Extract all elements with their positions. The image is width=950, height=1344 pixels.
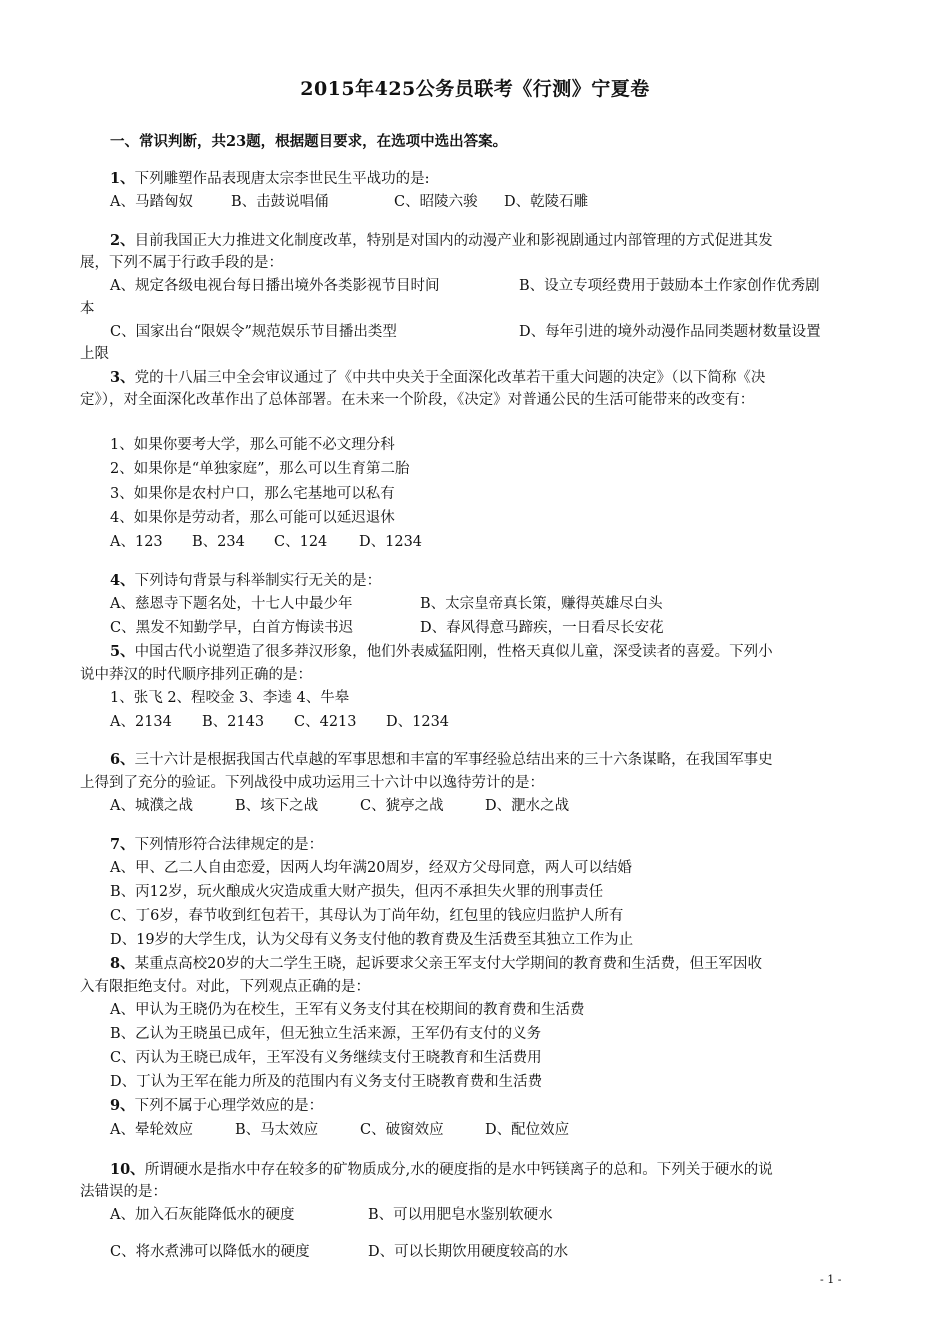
section-heading: 一、常识判断，共23题，根据题目要求，在选项中选出答案。 — [110, 133, 508, 150]
question-9-option-d: D、配位效应 — [485, 1122, 570, 1138]
question-9-option-b: B、马太效应 — [235, 1122, 319, 1138]
question-8-stem-cont: 入有限拒绝支付。对此，下列观点正确的是： — [80, 979, 370, 995]
question-6-option-a: A、城濮之战 — [110, 798, 193, 814]
question-6-option-b: B、垓下之战 — [235, 798, 319, 814]
question-5-option-a: A、2134 — [110, 714, 172, 730]
question-9-options — [110, 1120, 569, 1140]
question-3-option-d: D、1234 — [359, 534, 423, 550]
question-4-option-c: C、黑发不知勤学早，白首方悔读书迟 — [110, 620, 354, 636]
question-1-options — [110, 192, 588, 212]
question-7-option-c: C、丁6岁，春节收到红包若干，其母认为丁尚年幼，红包里的钱应归监护人所有 — [110, 908, 624, 924]
question-6-stem: 6、三十六计是根据我国古代卓越的军事思想和丰富的军事经验总结出来的三十六条谋略，在我国军事史 — [110, 751, 773, 768]
question-10-option-c: C、将水煮沸可以降低水的硬度 — [110, 1244, 310, 1260]
question-2-stem: 2、目前我国正大力推进文化制度改革，特别是对国内的动漫产业和影视剧通过内部管理的方式促进其发 — [110, 232, 773, 249]
question-10-option-b: B、可以用肥皂水鉴别软硬水 — [368, 1207, 553, 1223]
question-1-option-c: C、昭陵六骏 — [394, 194, 478, 210]
question-5-items: 1、张飞 2、程咬金 3、李逵 4、牛皋 — [110, 690, 350, 706]
question-5-option-b: B、2143 — [202, 714, 265, 730]
question-3-item-2: 2、如果你是“单独家庭”，那么可以生育第二胎 — [110, 461, 410, 477]
question-9-option-c: C、破窗效应 — [360, 1122, 444, 1138]
question-4-option-a: A、慈恩寺下题名处，十七人中最少年 — [110, 596, 353, 612]
question-5-option-c: C、4213 — [294, 714, 357, 730]
question-10-option-a: A、加入石灰能降低水的硬度 — [110, 1207, 295, 1223]
question-1-stem: 1、下列雕塑作品表现唐太宗李世民生平战功的是: — [110, 170, 430, 187]
question-3-stem: 3、党的十八届三中全会审议通过了《中共中央关于全面深化改革若干重大问题的决定》（以下简称《决 — [110, 369, 766, 386]
question-3-item-4: 4、如果你是劳动者，那么可能可以延迟退休 — [110, 510, 395, 526]
question-3-options — [110, 532, 422, 552]
question-4-option-b: B、太宗皇帝真长策，赚得英雄尽白头 — [420, 596, 663, 612]
question-2-stem-cont: 展，下列不属于行政手段的是： — [80, 255, 283, 271]
question-9-option-a: A、晕轮效应 — [110, 1122, 193, 1138]
question-7-option-a: A、甲、乙二人自由恋爱，因两人均年满20周岁，经双方父母同意，两人可以结婚 — [110, 860, 632, 876]
question-8-option-d: D、丁认为王军在能力所及的范围内有义务支付王晓教育费和生活费 — [110, 1074, 543, 1090]
page-title: 2015年425公务员联考《行测》宁夏卷 — [300, 78, 650, 100]
question-5-options — [110, 712, 449, 732]
question-1-option-b: B、击鼓说唱俑 — [231, 194, 329, 210]
question-3-item-3: 3、如果你是农村户口，那么宅基地可以私有 — [110, 486, 395, 502]
question-1-option-d: D、乾陵石雕 — [504, 194, 589, 210]
question-7-stem: 7、下列情形符合法律规定的是： — [110, 836, 324, 853]
question-1-option-a: A、马踏匈奴 — [110, 194, 193, 210]
question-8-stem: 8、某重点高校20岁的大二学生王晓，起诉要求父亲王军支付大学期间的教育费和生活费，但王军因收 — [110, 955, 763, 972]
question-2-option-a: A、规定各级电视台每日播出境外各类影视节目时间 — [110, 278, 440, 294]
question-9-stem: 9、下列不属于心理学效应的是： — [110, 1097, 324, 1114]
question-2-option-c: C、国家出台“限娱令”规范娱乐节目播出类型 — [110, 324, 397, 340]
question-5-stem: 5、中国古代小说塑造了很多莽汉形象，他们外表威猛阳刚，性格天真似儿童，深受读者的喜爱。下列小 — [110, 643, 773, 660]
question-7-option-b: B、丙12岁，玩火酿成火灾造成重大财产损失，但丙不承担失火罪的刑事责任 — [110, 884, 604, 900]
question-3-item-1: 1、如果你要考大学，那么可能不必文理分科 — [110, 437, 395, 453]
question-10-option-d: D、可以长期饮用硬度较高的水 — [368, 1244, 569, 1260]
page-number: - 1 - — [820, 1273, 842, 1286]
question-3-stem-cont: 定》），对全面深化改革作出了总体部署。在未来一个阶段，《决定》对普通公民的生活可能带来的改变有： — [80, 392, 755, 408]
question-2-option-b-cont: 本 — [80, 301, 95, 317]
question-8-option-a: A、甲认为王晓仍为在校生，王军有义务支付其在校期间的教育费和生活费 — [110, 1002, 585, 1018]
question-10-stem-cont: 法错误的是： — [80, 1184, 167, 1200]
question-10-stem: 10、所谓硬水是指水中存在较多的矿物质成分,水的硬度指的是水中钙镁离子的总和。下列关于硬水的说 — [110, 1161, 773, 1178]
question-2-option-b: B、设立专项经费用于鼓励本土作家创作优秀剧 — [519, 278, 820, 294]
question-4-option-d: D、春风得意马蹄疾，一日看尽长安花 — [420, 620, 664, 636]
question-2-option-d-cont: 上限 — [80, 346, 109, 362]
question-8-option-c: C、丙认为王晓已成年，王军没有义务继续支付王晓教育和生活费用 — [110, 1050, 542, 1066]
question-2-option-d: D、每年引进的境外动漫作品同类题材数量设置 — [519, 324, 821, 340]
question-5-option-d: D、1234 — [386, 714, 450, 730]
question-6-stem-cont: 上得到了充分的验证。下列战役中成功运用三十六计中以逸待劳计的是： — [80, 775, 544, 791]
question-7-option-d: D、19岁的大学生戊，认为父母有义务支付他的教育费及生活费至其独立工作为止 — [110, 932, 634, 948]
question-5-stem-cont: 说中莽汉的时代顺序排列正确的是： — [80, 667, 312, 683]
question-3-option-a: A、123 — [110, 534, 163, 550]
question-6-option-c: C、猇亭之战 — [360, 798, 444, 814]
question-8-option-b: B、乙认为王晓虽已成年，但无独立生活来源，王军仍有支付的义务 — [110, 1026, 542, 1042]
question-6-option-d: D、淝水之战 — [485, 798, 570, 814]
question-3-option-c: C、124 — [274, 534, 328, 550]
question-4-stem: 4、下列诗句背景与科举制实行无关的是： — [110, 572, 382, 589]
question-6-options — [110, 796, 569, 816]
question-3-option-b: B、234 — [192, 534, 245, 550]
